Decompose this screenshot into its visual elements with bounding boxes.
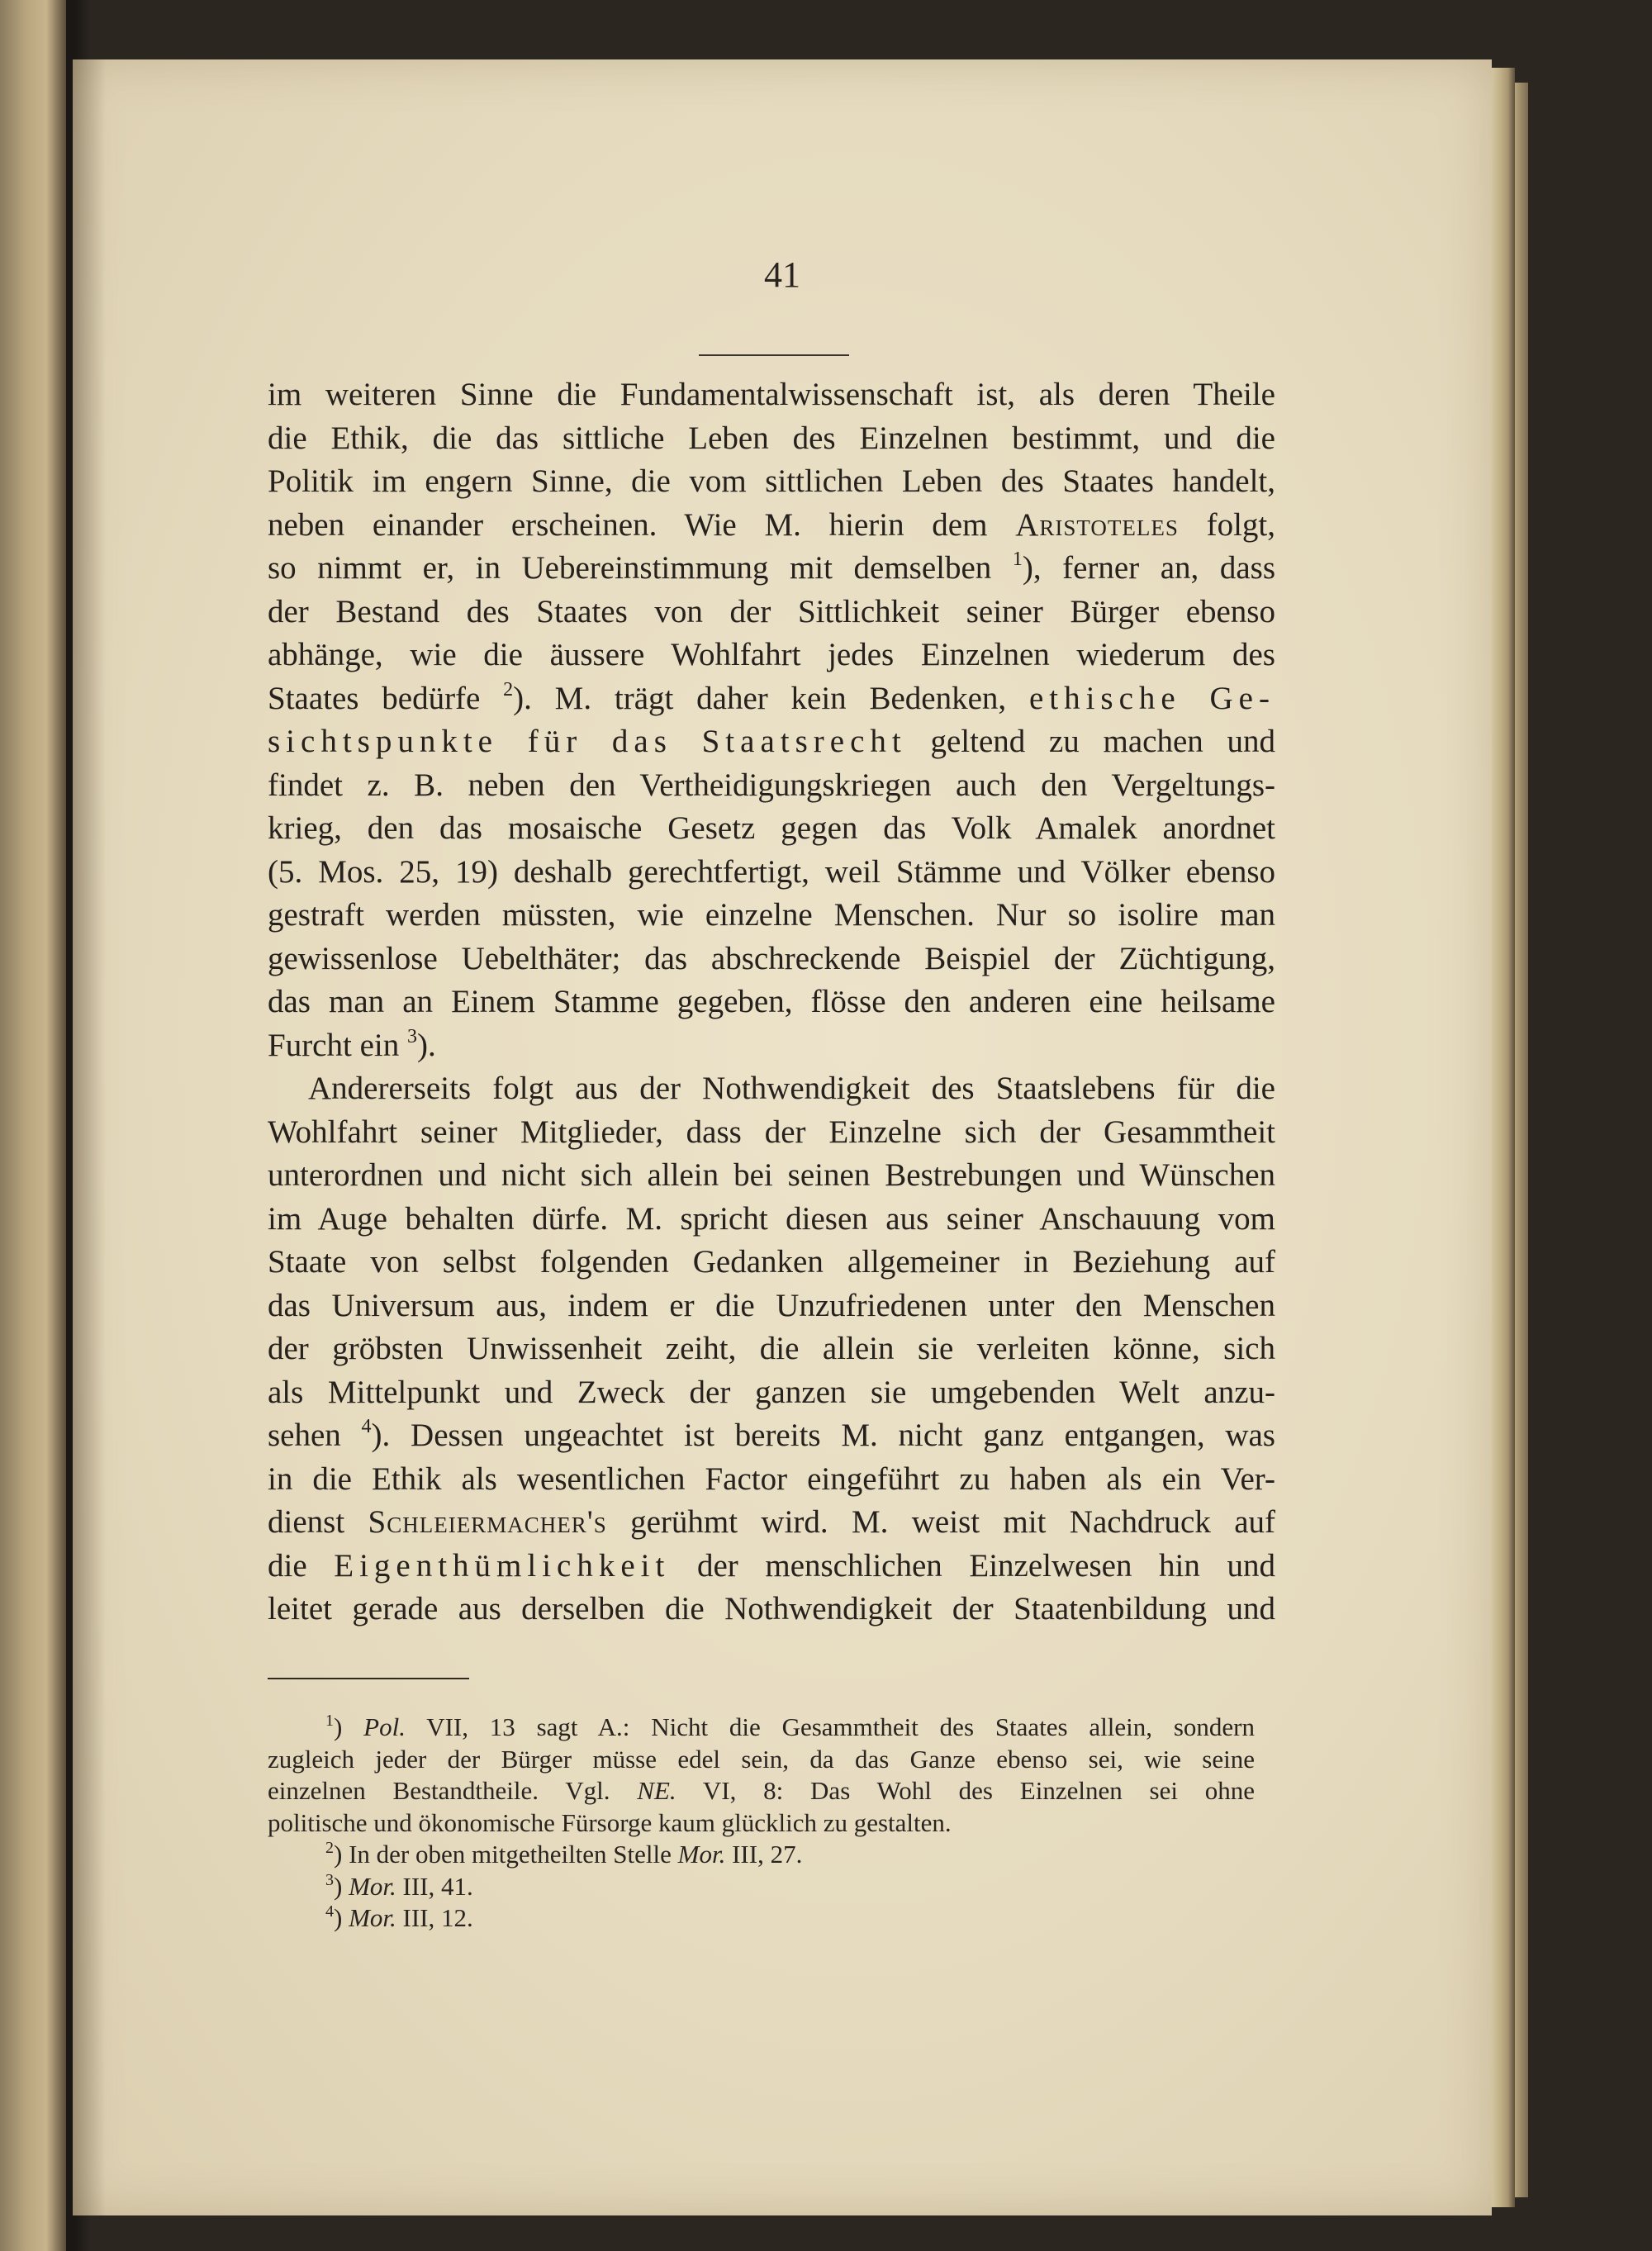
- footnote-ref: 1: [1012, 549, 1023, 570]
- text-line: Wohlfahrt seiner Mitglieder, dass der Einzelne sich der Gesammtheit: [268, 1114, 1275, 1150]
- footnote-line: $^4$) Mor. III, 12.: [325, 1902, 473, 1932]
- text-line: als Mittelpunkt und Zweck der ganzen sie umgebenden Welt anzu-: [268, 1374, 1275, 1410]
- text-line: dienst Schleiermacher's gerühmt wird. M. weist mit Nachdruck auf: [268, 1504, 1275, 1540]
- text-line: (5. Mos. 25, 19) deshalb gerechtfertigt, weil Stämme und Völker ebenso: [268, 853, 1275, 890]
- footnote-line: politische und ökonomische Fürsorge kaum glücklich zu gestalten.: [268, 1807, 952, 1837]
- footnote-line: $^1$) Pol. VII, 13 sagt A.: Nicht die Gesammtheit des Staates allein, sondern: [325, 1712, 1255, 1741]
- spaced-emphasis: sichtspunkte für das Staatsrecht: [268, 724, 907, 759]
- footnote-ref: 4: [361, 1416, 372, 1437]
- text-line: in die Ethik als wesentlichen Factor eingeführt zu haben als ein Ver-: [268, 1460, 1275, 1497]
- main-text-lines: [268, 373, 1275, 1631]
- footnote-ref: 2: [503, 678, 514, 700]
- page-stack-edge: [1492, 68, 1515, 2207]
- text-line: im Auge behalten dürfe. M. spricht diesen aus seiner Anschauung vom: [268, 1200, 1275, 1237]
- text-line: Andererseits folgt aus der Nothwendigkeit des Staatslebens für die: [308, 1071, 1275, 1106]
- text-line: sichtspunkte für das Staatsrecht geltend zu machen und: [268, 724, 1276, 759]
- text-line: das Universum aus, indem er die Unzufriedenen unter den Menschen: [268, 1287, 1275, 1323]
- page-stack-edge-outer: [1515, 83, 1528, 2197]
- text-line: neben einander erscheinen. Wie M. hierin dem Aristoteles folgt,: [268, 506, 1275, 543]
- spaced-emphasis: ethische Ge-: [1028, 680, 1275, 716]
- cited-work: Pol.: [363, 1712, 406, 1741]
- footnote-line: zugleich jeder der Bürger müsse edel sein, da das Ganze ebenso sei, wie seine: [268, 1744, 1255, 1774]
- page-number-rule: [699, 354, 849, 356]
- text-line: im weiteren Sinne die Fundamentalwissenschaft ist, als deren Theile: [268, 377, 1275, 412]
- footnote-line: einzelnen Bestandtheile. Vgl. NE. VI, 8: Das Wohl des Einzelnen sei ohne: [268, 1776, 1255, 1805]
- footnotes: [268, 1712, 1255, 1935]
- cited-work: NE.: [637, 1776, 676, 1805]
- text-line: das man an Einem Stamme gegeben, flösse den anderen eine heilsame: [268, 984, 1275, 1019]
- text-line: die Eigenthümlichkeit der menschlichen Einzelwesen hin und: [268, 1547, 1275, 1584]
- footnote-line: $^2$) In der oben mitgetheilten Stelle Mor. III, 27.: [325, 1839, 803, 1869]
- text-line: unterordnen und nicht sich allein bei seinen Bestrebungen und Wünschen: [268, 1157, 1275, 1193]
- text-line: leitet gerade aus derselben die Nothwendigkeit der Staatenbildung und: [268, 1591, 1275, 1627]
- text-line: so nimmt er, in Uebereinstimmung mit demselben $^1$), ferner an, dass: [268, 549, 1276, 586]
- small-caps-name: Schleiermacher's: [368, 1504, 607, 1540]
- text-line: Staates bedürfe $^2$). M. trägt daher kein Bedenken, ethische Ge-: [268, 678, 1275, 716]
- footnote-mark: 4: [325, 1902, 334, 1921]
- previous-page-edge: [0, 0, 66, 2251]
- footnote-rule: [268, 1678, 469, 1679]
- cited-work: Mor.: [349, 1903, 396, 1932]
- main-text: [268, 373, 1275, 1631]
- text-line: abhänge, wie die äussere Wohlfahrt jedes Einzelnen wiederum des: [268, 637, 1275, 672]
- text-line: der gröbsten Unwissenheit zeiht, die allein sie verleiten könne, sich: [268, 1331, 1275, 1366]
- page-number: 41: [764, 254, 800, 295]
- footnote-ref: 3: [406, 1025, 417, 1047]
- text-line: die Ethik, die das sittliche Leben des Einzelnen bestimmt, und die: [268, 420, 1275, 456]
- cited-work: Mor.: [677, 1840, 726, 1869]
- text-line: krieg, den das mosaische Gesetz gegen das Volk Amalek anordnet: [268, 810, 1275, 846]
- footnote-line: $^3$) Mor. III, 41.: [325, 1870, 473, 1901]
- text-line: der Bestand des Staates von der Sittlichkeit seiner Bürger ebenso: [268, 593, 1275, 629]
- cited-work: Mor.: [349, 1871, 396, 1901]
- spine-shadow: [73, 59, 106, 2215]
- text-line: Staate von selbst folgenden Gedanken allgemeiner in Beziehung auf: [268, 1244, 1275, 1280]
- text-line: Furcht ein $^3$).: [268, 1025, 436, 1063]
- text-line: gestraft werden müssten, wie einzelne Menschen. Nur so isolire man: [268, 897, 1275, 933]
- footnote-mark: 2: [325, 1839, 334, 1857]
- spaced-emphasis: Eigenthümlichkeit: [334, 1547, 671, 1584]
- small-caps-name: Aristoteles: [1015, 506, 1179, 543]
- footnote-mark: 3: [325, 1870, 334, 1889]
- book-page: [73, 59, 1492, 2215]
- text-line: sehen $^4$). Dessen ungeachtet ist bereits M. nicht ganz entgangen, was: [268, 1416, 1275, 1453]
- footnote-mark: 1: [325, 1712, 334, 1730]
- text-line: gewissenlose Uebelthäter; das abschreckende Beispiel der Züchtigung,: [268, 940, 1275, 976]
- text-line: Politik im engern Sinne, die vom sittlichen Leben des Staates handelt,: [268, 463, 1275, 499]
- text-line: findet z. B. neben den Vertheidigungskriegen auch den Vergeltungs-: [268, 767, 1275, 803]
